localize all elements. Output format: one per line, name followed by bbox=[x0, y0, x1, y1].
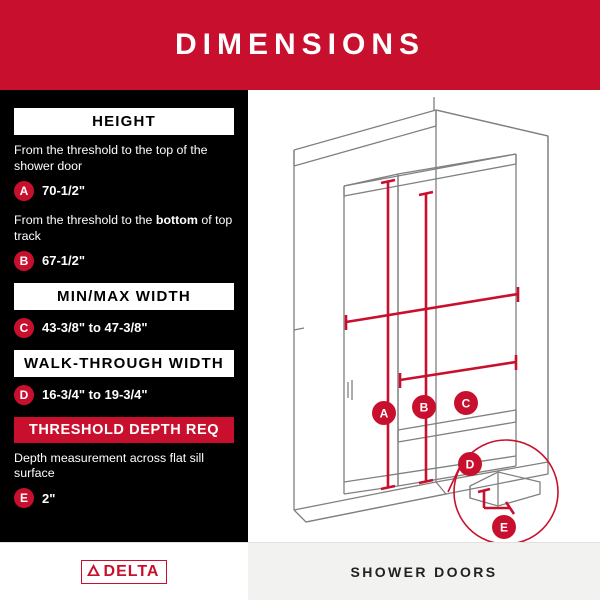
callout-badge-c: C bbox=[14, 318, 34, 338]
width-entry-c bbox=[14, 318, 234, 338]
height-entry-a bbox=[14, 181, 234, 201]
threshold-entry-e bbox=[14, 488, 234, 508]
specs-panel bbox=[0, 90, 248, 542]
section-title-min-max-width: MIN/MAX WIDTH bbox=[14, 283, 234, 310]
illus-callout-e-label: E bbox=[499, 520, 509, 535]
illus-callout-b-label: B bbox=[419, 400, 429, 415]
shower-door-line-drawing bbox=[248, 90, 600, 542]
section-title-threshold-depth: THRESHOLD DEPTH REQ bbox=[14, 417, 234, 443]
height-entry-a-description: From the threshold to the top of the shower door bbox=[14, 143, 208, 173]
footer-bar bbox=[0, 542, 600, 600]
desc-post: of top track bbox=[14, 212, 233, 243]
section-title-walk-through-width: WALK-THROUGH WIDTH bbox=[14, 350, 234, 377]
desc-pre: From the threshold to the bbox=[14, 212, 156, 227]
desc-bold: bottom bbox=[155, 212, 198, 227]
delta-triangle-icon bbox=[87, 564, 100, 580]
delta-wordmark: DELTA bbox=[103, 563, 160, 580]
footer-brand-area bbox=[0, 543, 248, 601]
walkthrough-entry-d bbox=[14, 385, 234, 405]
height-entry-b-description bbox=[14, 213, 234, 245]
page-title: DIMENSIONS bbox=[174, 28, 426, 61]
delta-logo bbox=[81, 560, 168, 584]
illus-callout-a-label: A bbox=[379, 406, 389, 421]
threshold-description: Depth measurement across flat sill surface bbox=[14, 450, 205, 481]
height-value-b: 67-1/2" bbox=[42, 253, 86, 268]
shower-door-illustration bbox=[248, 90, 600, 542]
height-value-a: 70-1/2" bbox=[42, 183, 86, 199]
callout-badge-b: B bbox=[14, 251, 34, 271]
footer-category-label: SHOWER DOORS bbox=[350, 564, 498, 580]
section-title-height: HEIGHT bbox=[14, 108, 234, 135]
threshold-value-e: 2" bbox=[42, 490, 56, 506]
illus-callout-c-label: C bbox=[461, 396, 471, 411]
illus-callout-d-label: D bbox=[465, 457, 475, 472]
callout-badge-a: A bbox=[14, 181, 34, 201]
walkthrough-value-d: 16-3/4" to 19-3/4" bbox=[42, 387, 148, 402]
callout-badge-d: D bbox=[14, 385, 34, 405]
footer-category-area bbox=[248, 543, 600, 601]
header-banner bbox=[0, 0, 600, 90]
width-value-c: 43-3/8" to 47-3/8" bbox=[42, 320, 148, 335]
callout-badge-e: E bbox=[14, 488, 34, 508]
height-entry-b bbox=[14, 251, 234, 271]
